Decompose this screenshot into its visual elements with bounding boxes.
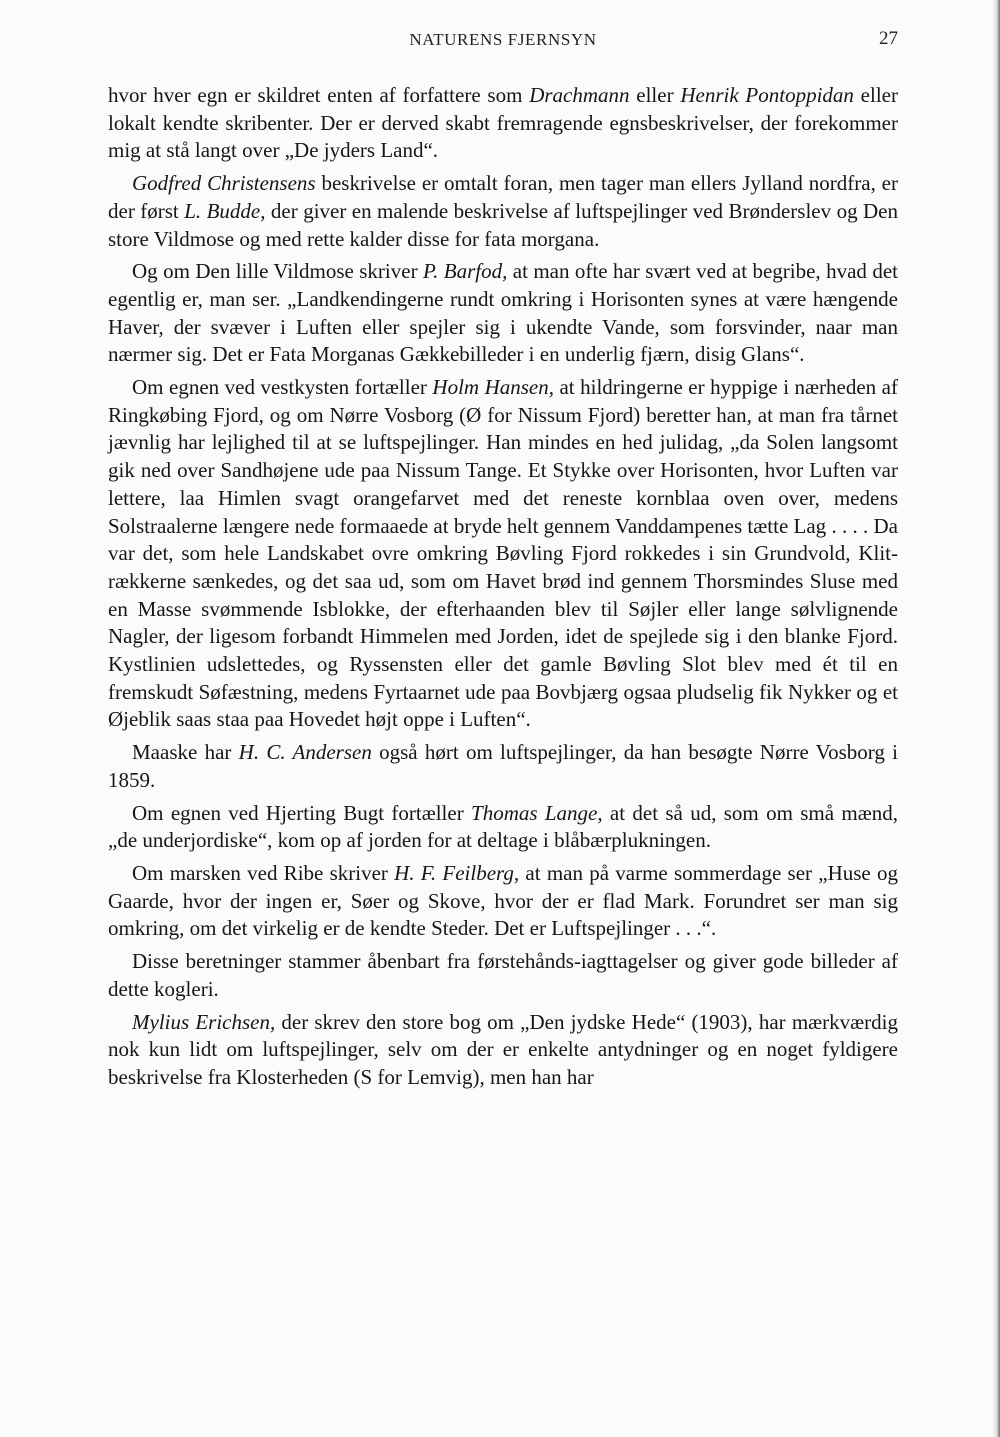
- paragraph: [108, 739, 898, 794]
- italic-name: Drachmann: [529, 83, 630, 107]
- text-run: eller lokalt kendte skribenter. Der er derved skabt fremragende egnsbeskrivelser, der forekommer mig at stå langt over „De jyders Land“.: [108, 83, 898, 163]
- text-run: beskrivelse er omtalt foran, men tager man ellers Jylland nordfra, er der først: [108, 171, 899, 223]
- text-run: der skrev den store bog om „Den jydske Hede“ (1903), har mærkværdig nok kun lidt om luftspejlinger, selv om der er enkelte antydninger og en noget fyldigere beskrivelse fra Klosterheden (S for Lemvig), men han har: [108, 1009, 898, 1089]
- text-run: at hildringerne er hyppige i nærheden af Ringkøbing Fjord, og om Nørre Vosborg (Ø for Nissum Fjord) beretter han, at man fra tårnet jævnlig har lejlighed til at se luftspejlinger. Han mindes en hed julidag, „da Solen langsomt gik ned over Sandhøjene ude paa Nissum Tange. Et Stykke over Horisonten, hvor Luften var lettere, laa Himlen svagt orangefarvet med det reneste kornblaa oven over, medens Solstraalerne længere nede formaaede at bryde helt gennem Vanddampenes tætte Lag . . . . Da var det, som hele Landskabet ovre omkring Bøvling Fjord rokkedes i sin Grundvold, Klitrækkerne sænkedes, og det saa ud, som om Havet brød ind gennem Thorsmindes Sluse med en Masse svømmende Isblokke, der efterhaanden blev til Søjler eller lange sølvlignende Nagler, der ligesom forbandt Himmelen med Jorden, idet de spejlede sig i den blanke Fjord. Kystlinien udslettedes, og Ryssensten eller det gamle Bøvling Slot blev med ét til en fremskudt Søfæstning, medens Fyrtaarnet ude paa Bovbjærg ogsaa pludselig fik Nykker og et Øjeblik saas staa paa Hovedet højt oppe i Luften“.: [108, 375, 898, 732]
- paragraph: [108, 948, 898, 1003]
- paragraph: [108, 258, 898, 369]
- text-run: Og om Den lille Vildmose skriver: [132, 259, 423, 284]
- italic-name: Holm Hansen,: [432, 375, 554, 400]
- italic-name: Godfred Christensens: [132, 171, 316, 196]
- text-run: Maaske har: [132, 740, 239, 765]
- paragraph: [108, 170, 898, 253]
- italic-name: H. C. Andersen: [238, 740, 372, 765]
- italic-name: P. Barfod,: [422, 259, 508, 284]
- italic-name: Thomas Lange,: [471, 800, 603, 825]
- text-run: at man ofte har svært ved at begribe, hvad det egentlig er, man ser. „Landkendingerne rundt omkring i Horisonten synes at være hængende Haver, der svæver i Luften eller spejler sig i ukendte Vande, som forsvinder, naar man nærmer sig. Det er Fata Morganas Gækkebilleder i en underlig fjærn, disig Glans“.: [108, 259, 898, 367]
- paragraph: [108, 82, 898, 165]
- page-edge-shadow: [992, 0, 1000, 1437]
- paragraph: [108, 800, 898, 855]
- text-run: Om egnen ved vestkysten fortæller: [132, 375, 433, 400]
- italic-name: H. F. Feilberg,: [394, 860, 520, 885]
- running-title: NATURENS FJERNSYN: [409, 30, 597, 49]
- text-run: Disse beretninger stammer åbenbart fra førstehånds-iagttagelser og giver gode billeder af dette kogleri.: [108, 949, 898, 1001]
- text-run: hvor hver egn er skildret enten af forfattere som: [108, 83, 530, 107]
- text-run: at man på varme sommerdage ser „Huse og Gaarde, hvor der ingen er, Søer og Skove, hvor der er flad Mark. Forundret ser man sig omkring, om det virkelig er de kendte Steder. Det er Luftspejlinger . . .“.: [108, 860, 898, 941]
- running-header: [108, 30, 898, 54]
- text-run: også hørt om luftspejlinger, da han besøgte Nørre Vosborg i 1859.: [108, 740, 899, 792]
- italic-name: Mylius Erichsen,: [132, 1009, 276, 1034]
- text-run: der giver en malende beskrivelse af luftspejlinger ved Brønderslev og Den store Vildmose og med rette kalder disse for fata morgana.: [108, 198, 899, 251]
- italic-name: L. Budde,: [184, 198, 266, 223]
- text-run: Om marsken ved Ribe skriver: [132, 860, 395, 885]
- paragraph: [108, 374, 898, 734]
- body-text: [108, 82, 898, 1097]
- text-run: Om egnen ved Hjerting Bugt fortæller: [132, 800, 472, 825]
- paragraph: [108, 1009, 898, 1092]
- text-run: eller: [629, 83, 681, 107]
- paragraph: [108, 860, 898, 943]
- italic-name: Henrik Pontoppidan: [680, 83, 854, 107]
- page-number: 27: [879, 28, 898, 49]
- text-run: at det så ud, som om små mænd, „de underjordiske“, kom op af jorden for at deltage i blåbærplukningen.: [108, 800, 898, 853]
